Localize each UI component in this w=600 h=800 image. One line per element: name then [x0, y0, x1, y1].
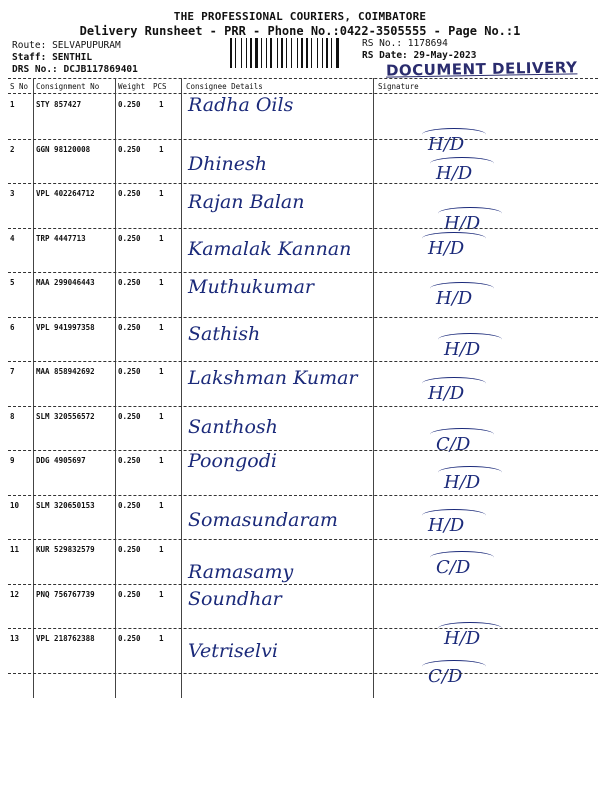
- table-row: [8, 450, 598, 494]
- row-consignment-no: VPL 402264712: [36, 189, 95, 198]
- barcode-bar: [299, 38, 300, 68]
- row-pcs: 1: [159, 634, 164, 643]
- row-pcs: 1: [159, 545, 164, 554]
- barcode-bar: [301, 38, 303, 68]
- row-sno: 1: [10, 100, 15, 109]
- row-weight: 0.250: [118, 278, 141, 287]
- barcode-bar: [309, 38, 310, 68]
- row-sno: 9: [10, 456, 15, 465]
- row-consignment-no: STY 857427: [36, 100, 82, 109]
- row-signature: H/D: [444, 338, 481, 360]
- table-row: [8, 272, 598, 316]
- col-pcs-header: PCS: [153, 82, 167, 91]
- barcode-bar: [291, 38, 292, 68]
- barcode-bar: [279, 38, 280, 68]
- barcode-bar: [230, 38, 232, 68]
- row-consignment-no: DDG 4905697: [36, 456, 86, 465]
- row-sno: 7: [10, 367, 15, 376]
- barcode-bar: [281, 38, 283, 68]
- barcode-bar: [270, 38, 272, 68]
- row-weight: 0.250: [118, 189, 141, 198]
- barcode-bar: [286, 38, 287, 68]
- row-consignee-handwritten: Soundhar: [188, 587, 282, 610]
- row-consignee-handwritten: Vetriselvi: [188, 640, 278, 662]
- row-pcs: 1: [159, 411, 164, 421]
- barcode-bar: [333, 38, 335, 68]
- barcode-bar: [284, 38, 285, 68]
- row-sno: 6: [10, 322, 15, 332]
- staff-line: [12, 52, 92, 64]
- col-signature-header: Signature: [378, 82, 419, 91]
- row-consignment-no: MAA 858942692: [36, 367, 95, 376]
- row-weight: 0.250: [118, 411, 141, 421]
- row-signature: C/D: [428, 666, 463, 687]
- barcode-bar: [293, 38, 296, 68]
- row-signature: H/D: [444, 627, 481, 649]
- barcode-bar: [259, 38, 260, 68]
- row-weight: 0.250: [118, 456, 141, 465]
- row-signature: H/D: [428, 134, 465, 155]
- table-row: [8, 628, 598, 687]
- row-weight: 0.250: [118, 634, 141, 643]
- row-sno: 11: [10, 545, 20, 554]
- barcode-bar: [253, 38, 254, 68]
- barcode-bar: [331, 38, 332, 68]
- barcode-bar: [340, 38, 341, 68]
- row-sno: 3: [10, 189, 15, 198]
- barcode-bar: [336, 38, 339, 68]
- row-weight: 0.250: [118, 144, 141, 154]
- row-weight: 0.250: [118, 367, 141, 376]
- row-pcs: 1: [159, 278, 164, 287]
- barcode-bar: [311, 38, 312, 68]
- row-weight: 0.250: [118, 233, 141, 243]
- row-pcs: 1: [159, 322, 164, 332]
- col-consignee-header: Consignee Details: [186, 82, 263, 91]
- row-signature: H/D: [436, 162, 473, 184]
- row-pcs: 1: [159, 189, 164, 198]
- row-consignment-no: PNQ 756767739: [36, 589, 95, 599]
- row-consignee-handwritten: Dhinesh: [188, 152, 268, 175]
- row-pcs: 1: [159, 144, 164, 154]
- table-row: [8, 406, 598, 455]
- barcode-bar: [313, 38, 316, 68]
- row-pcs: 1: [159, 589, 164, 599]
- row-consignee-handwritten: Sathish: [188, 322, 261, 345]
- row-consignment-no: VPL 941997358: [36, 322, 95, 332]
- row-consignee-handwritten: Ramasamy: [188, 561, 294, 583]
- barcode-bar: [263, 38, 265, 68]
- barcode-bar: [255, 38, 258, 68]
- row-consignee-handwritten: Muthukumar: [188, 276, 314, 298]
- rs-date-label: RS Date:: [362, 50, 408, 61]
- col-consignment-header: Consignment No: [36, 82, 100, 91]
- barcode-bar: [304, 38, 305, 68]
- staff-label: Staff:: [12, 52, 47, 63]
- row-sno: 13: [10, 634, 20, 643]
- barcode-bar: [266, 38, 267, 68]
- col-weight-header: Weight: [118, 82, 146, 91]
- row-consignee-handwritten: Rajan Balan: [188, 191, 305, 213]
- barcode-bar: [246, 38, 247, 68]
- row-signature: H/D: [436, 288, 473, 309]
- row-pcs: 1: [159, 500, 164, 510]
- row-consignment-no: TRP 4447713: [36, 233, 86, 243]
- row-weight: 0.250: [118, 322, 141, 332]
- row-sno: 2: [10, 144, 15, 154]
- row-pcs: 1: [159, 100, 164, 109]
- row-sno: 5: [10, 278, 15, 287]
- row-signature: H/D: [428, 383, 465, 404]
- runsheet-table: [8, 78, 598, 698]
- route-line: [12, 40, 121, 52]
- row-weight: 0.250: [118, 100, 141, 109]
- table-row: [8, 183, 598, 234]
- row-consignee-handwritten: Radha Oils: [188, 94, 294, 116]
- staff-value: SENTHIL: [52, 52, 93, 63]
- row-signature: C/D: [436, 433, 471, 455]
- row-sno: 8: [10, 411, 15, 421]
- rs-date-value: 29-May-2023: [413, 50, 477, 61]
- drs-line: [12, 64, 138, 76]
- row-consignment-no: MAA 299046443: [36, 278, 95, 287]
- row-weight: 0.250: [118, 589, 141, 599]
- barcode-bar: [235, 38, 236, 68]
- row-signature: H/D: [428, 514, 465, 536]
- barcode-bar: [297, 38, 298, 68]
- barcode-bar: [277, 38, 278, 68]
- rs-no-line: [362, 38, 448, 50]
- barcode-bar: [233, 38, 234, 68]
- barcode-bar: [243, 38, 245, 68]
- row-sno: 4: [10, 233, 15, 243]
- row-consignee-handwritten: Santhosh: [188, 415, 278, 438]
- row-signature: H/D: [444, 472, 481, 493]
- row-consignee-handwritten: Lakshman Kumar: [188, 367, 358, 389]
- row-consignment-no: KUR 529832579: [36, 545, 95, 554]
- table-row: [8, 139, 598, 183]
- barcode-bar: [237, 38, 240, 68]
- row-weight: 0.250: [118, 545, 141, 554]
- row-pcs: 1: [159, 456, 164, 465]
- document-delivery-stamp: DOCUMENT DELIVERY: [385, 58, 578, 80]
- table-row: [8, 317, 598, 361]
- barcode: [230, 38, 355, 68]
- table-row: [8, 539, 598, 583]
- row-consignment-no: GGN 98120008: [36, 144, 91, 154]
- row-consignment-no: VPL 218762388: [36, 634, 95, 643]
- row-signature: H/D: [444, 213, 481, 234]
- runsheet-title: Delivery Runsheet - PRR - Phone No.:0422-3505555 - Page No.:1: [79, 24, 521, 38]
- row-signature: C/D: [436, 557, 471, 578]
- row-consignment-no: SLM 320650153: [36, 500, 95, 510]
- barcode-bar: [268, 38, 269, 68]
- table-row: [8, 228, 598, 272]
- barcode-bar: [317, 38, 318, 68]
- barcode-bar: [329, 38, 330, 68]
- table-row: [8, 495, 598, 539]
- barcode-bar: [241, 38, 242, 68]
- barcode-bar: [306, 38, 308, 68]
- row-consignee-handwritten: Somasundaram: [188, 508, 338, 531]
- row-pcs: 1: [159, 233, 164, 243]
- row-consignee-handwritten: Poongodi: [188, 450, 277, 472]
- barcode-bar: [261, 38, 262, 68]
- barcode-bar: [273, 38, 276, 68]
- drs-value: DCJB117869401: [63, 64, 138, 75]
- barcode-bar: [326, 38, 328, 68]
- barcode-bar: [319, 38, 321, 68]
- rs-no-value: 1178694: [407, 38, 448, 49]
- barcode-bar: [322, 38, 323, 68]
- header-top-rule: [8, 78, 598, 79]
- rs-no-label: RS No.:: [362, 38, 403, 49]
- col-sno-header: S No: [10, 82, 29, 91]
- row-weight: 0.250: [118, 500, 141, 510]
- row-signature: H/D: [428, 237, 465, 259]
- row-consignee-handwritten: Kamalak Kannan: [188, 237, 352, 260]
- row-pcs: 1: [159, 367, 164, 376]
- row-sno: 10: [10, 500, 20, 510]
- route-value: SELVAPUPURAM: [52, 40, 121, 51]
- barcode-bar: [288, 38, 290, 68]
- drs-label: DRS No.:: [12, 64, 58, 75]
- route-label: Route:: [12, 40, 47, 51]
- row-consignment-no: SLM 320556572: [36, 411, 95, 421]
- row-divider: [8, 673, 598, 674]
- barcode-bar: [250, 38, 252, 68]
- table-row: [8, 361, 598, 405]
- barcode-bar: [248, 38, 249, 68]
- company-title: THE PROFESSIONAL COURIERS, COIMBATORE: [173, 10, 427, 23]
- row-sno: 12: [10, 589, 20, 599]
- barcode-bar: [324, 38, 325, 68]
